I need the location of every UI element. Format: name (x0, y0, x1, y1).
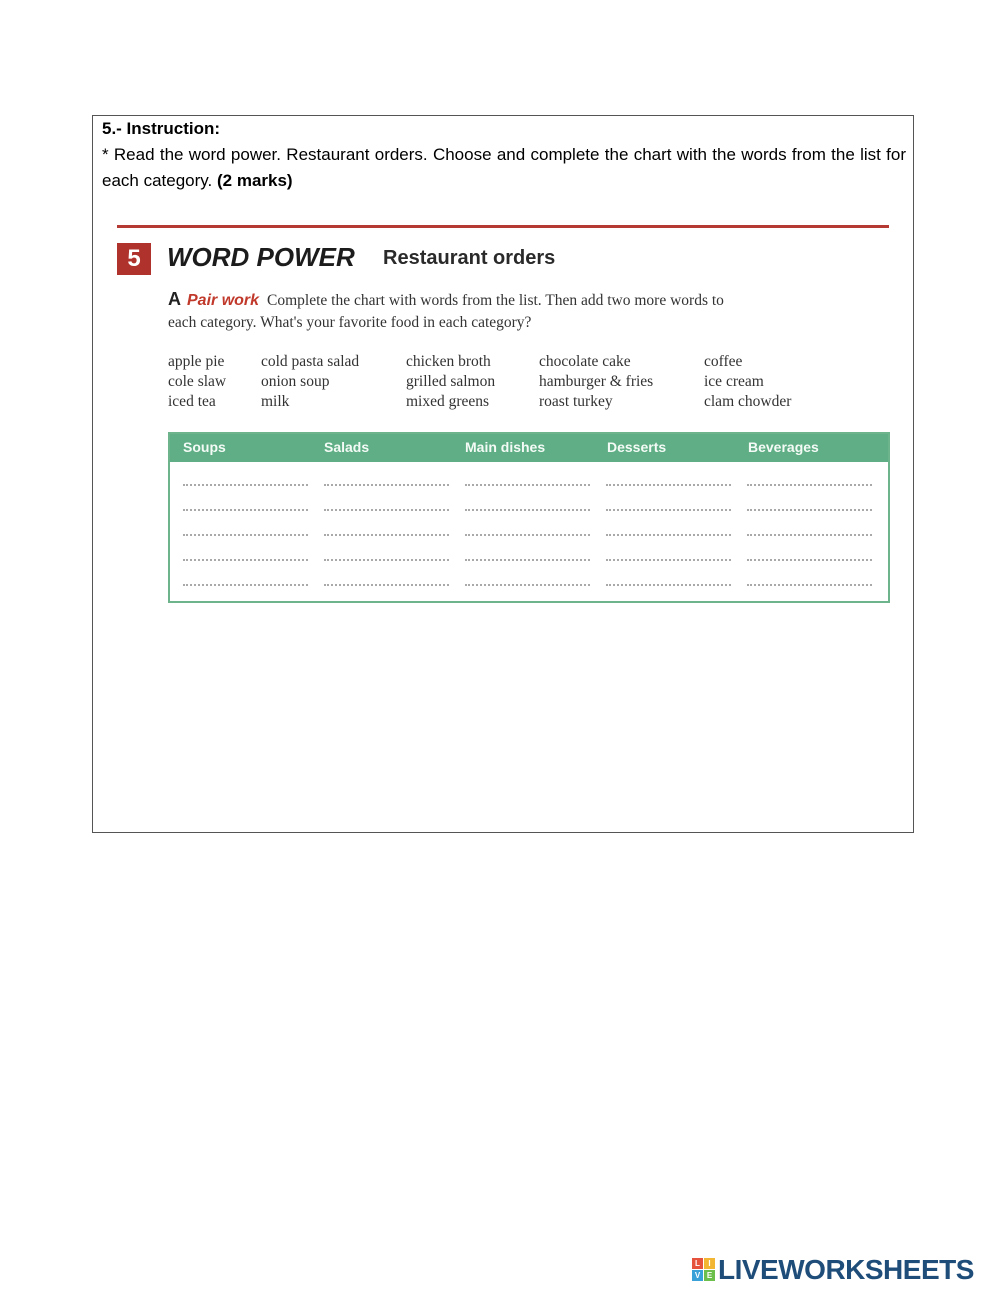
word-item: roast turkey (539, 393, 613, 410)
chart-header-salads: Salads (324, 439, 370, 455)
liveworksheets-wordmark: LIVEWORKSHEETS (718, 1254, 974, 1285)
answer-blank[interactable] (747, 484, 872, 486)
answer-blank[interactable] (465, 559, 590, 561)
word-list-column (261, 352, 359, 412)
word-item: cole slaw (168, 373, 227, 390)
task-letter: A (168, 289, 181, 309)
answer-blank[interactable] (465, 509, 590, 511)
answer-blank[interactable] (606, 559, 731, 561)
task-instructions (168, 288, 748, 334)
answer-blank[interactable] (747, 509, 872, 511)
answer-blank[interactable] (606, 584, 731, 586)
answer-blank[interactable] (747, 584, 872, 586)
word-item: clam chowder (704, 393, 792, 410)
word-item: mixed greens (406, 393, 490, 410)
answer-blank[interactable] (183, 509, 308, 511)
instruction-marks: (2 marks) (217, 171, 293, 190)
answer-blank[interactable] (324, 509, 449, 511)
answer-blank[interactable] (183, 584, 308, 586)
word-item: ice cream (704, 373, 764, 390)
instruction-title: 5.- Instruction: (102, 119, 221, 138)
word-item: grilled salmon (406, 373, 496, 390)
word-item: onion soup (261, 373, 330, 390)
chart-header-soups: Soups (183, 439, 226, 455)
answer-blank[interactable] (324, 559, 449, 561)
word-list-column (704, 352, 791, 412)
answer-blank[interactable] (465, 584, 590, 586)
word-list-column (539, 352, 653, 412)
answer-blank[interactable] (465, 484, 590, 486)
answer-blank[interactable] (324, 484, 449, 486)
chart-header (170, 434, 888, 462)
word-item: milk (261, 393, 290, 410)
answer-blank[interactable] (324, 534, 449, 536)
word-item: coffee (704, 353, 743, 370)
answer-blank[interactable] (606, 509, 731, 511)
category-chart (168, 432, 890, 603)
answer-blank[interactable] (324, 584, 449, 586)
exercise-frame (92, 115, 914, 833)
word-item: chicken broth (406, 353, 491, 370)
section-rule (117, 225, 889, 228)
task-label: Pair work (187, 292, 260, 309)
section-number-badge: 5 (117, 243, 151, 275)
answer-blank[interactable] (183, 534, 308, 536)
answer-blank[interactable] (606, 484, 731, 486)
answer-blank[interactable] (183, 484, 308, 486)
word-list-column (168, 352, 226, 412)
word-list-column (406, 352, 495, 412)
chart-header-main-dishes: Main dishes (465, 439, 546, 455)
word-item: cold pasta salad (261, 353, 360, 370)
instruction-text (102, 142, 906, 194)
answer-blank[interactable] (747, 559, 872, 561)
word-item: iced tea (168, 393, 216, 410)
word-power-title: WORD POWER (167, 242, 355, 272)
liveworksheets-icon: L I V E (692, 1258, 716, 1282)
task-text: Complete the chart with words from the list. Then add two more words to each category. What's your favorite food in each category? (168, 292, 724, 331)
chart-header-desserts: Desserts (607, 439, 667, 455)
chart-header-beverages: Beverages (748, 439, 819, 455)
answer-blank[interactable] (465, 534, 590, 536)
word-item: hamburger & fries (539, 373, 654, 390)
word-item: chocolate cake (539, 353, 631, 370)
answer-blank[interactable] (606, 534, 731, 536)
answer-blank[interactable] (747, 534, 872, 536)
instruction-body: * Read the word power. Restaurant orders. Choose and complete the chart with the words from the list for each category. (102, 145, 906, 190)
answer-blank[interactable] (183, 559, 308, 561)
word-item: apple pie (168, 353, 225, 370)
word-power-subtitle: Restaurant orders (383, 247, 556, 269)
